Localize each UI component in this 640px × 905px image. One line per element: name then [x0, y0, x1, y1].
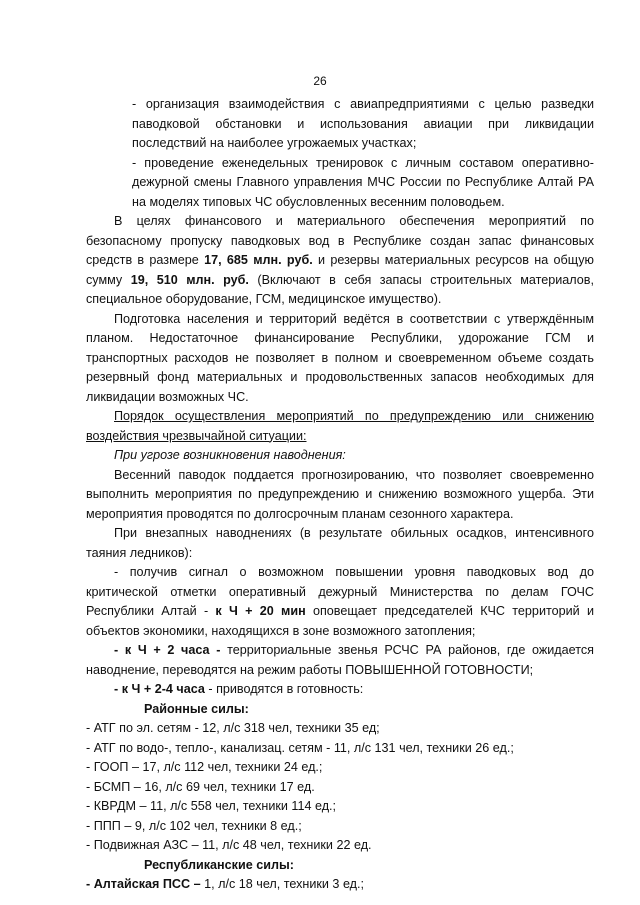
sudden-flood-paragraph: При внезапных наводнениях (в результате обильных осадков, интенсивного таяния ледников): — [86, 526, 594, 560]
district-force-item: - АТГ по эл. сетям - 12, л/с 318 чел, техники 35 ед; — [86, 721, 380, 735]
finance-amount-1: 17, 685 млн. руб. — [204, 253, 313, 267]
district-force-item: - ГООП – 17, л/с 112 чел, техники 24 ед.; — [86, 760, 323, 774]
district-force-item: - БСМП – 16, л/с 69 чел, техники 17 ед. — [86, 779, 315, 794]
district-force-item: - Подвижная АЗС – 11, л/с 48 чел, техники 22 ед. — [86, 838, 372, 852]
finance-text-1: В целях финансового и материального обеспечения мероприятий по безопасному пропуску паводковых вод в Республике создан запас финансовых средств в размере — [86, 214, 594, 267]
step-2h-paragraph — [86, 641, 594, 680]
finance-text-2: и резервы материальных ресурсов на общую сумму — [86, 253, 595, 287]
finance-text-3: (Включают в себя запасы строительных материалов, специальное оборудование, ГСМ, медицинское имущество). — [86, 272, 594, 306]
signal-text-1: - получив сигнал о возможном повышении уровня паводковых вод до критической отметки оперативный дежурный Министерства по делам ГОЧС Республики Алтай - — [86, 565, 594, 618]
step-24h-text: - приводятся в готовность: — [204, 682, 364, 696]
threat-heading: При угрозе возникновения наводнения: — [114, 448, 346, 462]
procedure-heading: Порядок осуществления мероприятий по предупреждению или снижению воздействия чрезвычайной ситуации: — [86, 409, 594, 443]
document-body — [86, 95, 594, 895]
finance-amount-2: 19, 510 млн. руб. — [130, 272, 249, 287]
finance-paragraph — [86, 212, 594, 310]
signal-text-2: оповещает председателей КЧС территорий и объектов экономики, находящихся в зоне возможного затопления; — [86, 604, 594, 638]
page-number: 26 — [313, 74, 327, 88]
republic-force-item — [86, 875, 594, 895]
signal-time: к Ч + 20 мин — [215, 604, 306, 618]
district-force-item: - ППП – 9, л/с 102 чел, техники 8 ед.; — [86, 818, 302, 833]
district-forces-title: Районные силы: — [144, 701, 249, 716]
spring-flood-paragraph: Весенний паводок поддается прогнозированию, что позволяет своевременно выполнить мероприятия по предупреждению и снижению возможного ущерба. Эти мероприятия проводятся по долгосрочным планам сезонного характера. — [86, 467, 594, 521]
district-force-item: - КВРДМ – 11, л/с 558 чел, техники 114 ед.; — [86, 799, 337, 813]
step-2h-text: территориальные звенья РСЧС РА районов, где ожидается наводнение, переводятся на режим работы ПОВЫШЕННОЙ ГОТОВНОСТИ; — [86, 643, 594, 677]
step-24h-paragraph — [86, 680, 594, 700]
republic-force-text: 1, л/с 18 чел, техники 3 ед.; — [200, 877, 365, 891]
bullet-aviation: - организация взаимодействия с авиапредприятиями с целью разведки паводковой обстановки и использования авиации при ликвидации последствий на наиболее угрожаемых участках; — [132, 97, 594, 150]
republic-force-prefix: - Алтайская ПСС – — [86, 877, 201, 891]
signal-paragraph — [86, 563, 594, 641]
step-24h-time: - к Ч + 2-4 часа — [114, 682, 205, 696]
republic-forces-title: Республиканские силы: — [144, 857, 294, 872]
preparation-paragraph: Подготовка населения и территорий ведётся в соответствии с утверждённым планом. Недостаточное финансирование Республики, удорожание ГСМ и транспортных расходов не позволяет в полном и своевременном объеме создать резервный фонд материальных и продовольственных запасов необходимых для ликвидации возможных ЧС. — [86, 311, 594, 404]
step-2h-time: - к Ч + 2 часа - — [114, 643, 221, 657]
bullet-training: - проведение еженедельных тренировок с личным составом оперативно-дежурной смены Главного управления МЧС России по Республике Алтай РА на моделях типовых ЧС обусловленных весенним половодьем. — [132, 155, 594, 209]
district-force-item: - АТГ по водо-, тепло-, канализац. сетям - 11, л/с 131 чел, техники 26 ед.; — [86, 740, 514, 755]
